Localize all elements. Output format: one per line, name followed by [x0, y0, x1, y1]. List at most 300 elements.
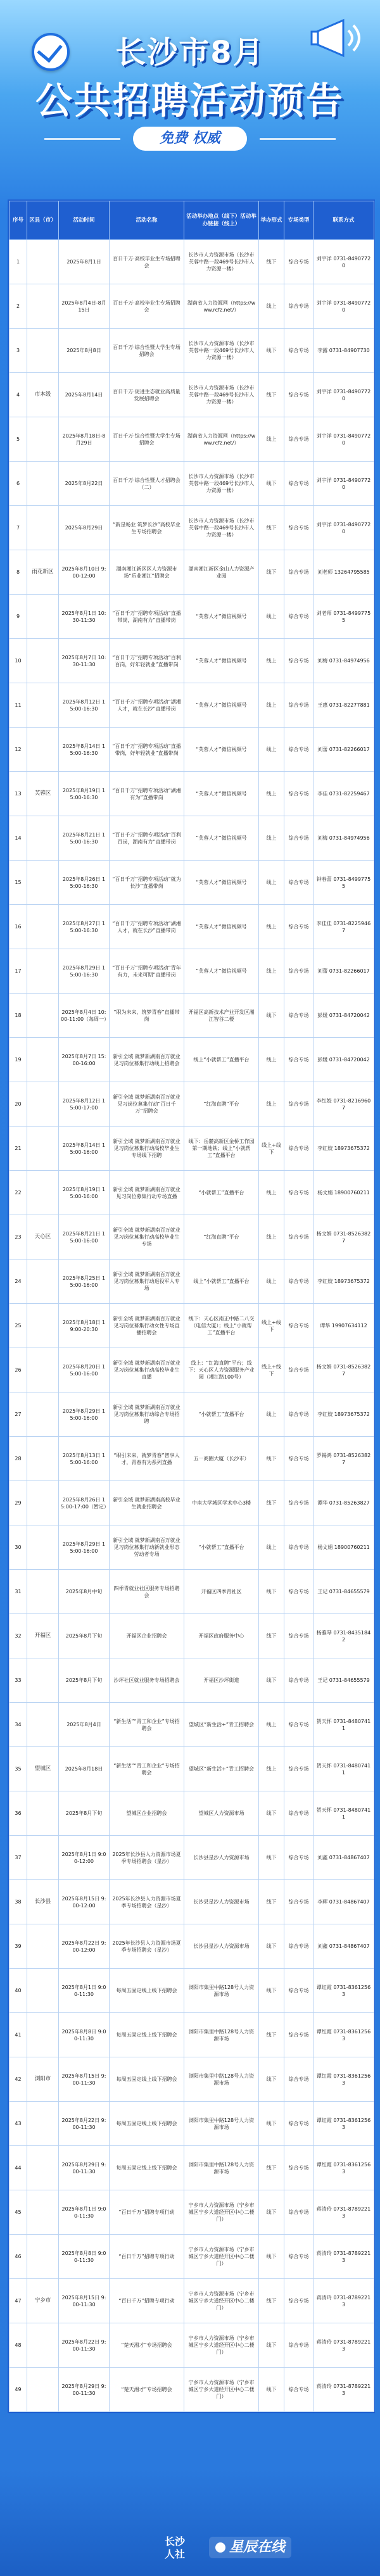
- cell-time: 2025年8月14日 15:00-16:00: [59, 1127, 110, 1171]
- col-header-contact: 联系方式: [314, 201, 374, 240]
- cell-time: 2025年8月21日 15:00-16:30: [59, 816, 110, 861]
- cell-district: [27, 1082, 59, 1127]
- cell-form: 线上: [259, 639, 284, 683]
- cell-type: 综合专场: [284, 816, 314, 861]
- col-header-no: 序号: [10, 201, 27, 240]
- cell-contact: 刘宇洋 0731-84907720: [314, 462, 374, 506]
- cell-type: 综合专场: [284, 994, 314, 1038]
- cell-district: [27, 994, 59, 1038]
- cell-time: 2025年8月1日 9:00-12:00: [59, 1836, 110, 1880]
- table-row: [10, 2057, 374, 2102]
- cell-name: “新生活”“青工和企业”专场招聘会: [110, 1747, 184, 1791]
- cell-name: “职为未来，筑梦青春”直播带岗: [110, 994, 184, 1038]
- table-row: [10, 550, 374, 595]
- cell-name: 新引全域 就梦新湖南高校毕业生就业招聘会: [110, 1481, 184, 1525]
- table-row: [10, 1836, 374, 1880]
- col-header-name: 活动名称: [110, 201, 184, 240]
- cell-name: 每周五固定线上线下招聘会: [110, 2057, 184, 2102]
- cell-contact: 谭红霞 0731-83612563: [314, 2013, 374, 2057]
- cell-form: 线下: [259, 1880, 284, 1924]
- cell-no: 44: [10, 2146, 27, 2190]
- cell-name: 湖南湘江新区区人力资源市场“乐业湘江”招聘会: [110, 550, 184, 595]
- table-row: [10, 816, 374, 861]
- cell-type: 综合专场: [284, 329, 314, 373]
- cell-form: 线上+线下: [259, 1348, 284, 1392]
- cell-time: 2025年8月7日 15:00-16:00: [59, 1038, 110, 1082]
- cell-no: 11: [10, 683, 27, 728]
- cell-venue: 开福区沙坪街道: [184, 1658, 259, 1703]
- cell-type: 综合专场: [284, 1570, 314, 1614]
- xingchen-online-logo: [209, 2537, 291, 2558]
- table-row: [10, 595, 374, 639]
- cell-venue: 开福区政府服务中心: [184, 1614, 259, 1658]
- cell-venue: “芙蓉人才”微信视频号: [184, 949, 259, 994]
- cell-no: 33: [10, 1658, 27, 1703]
- cell-district: [27, 1171, 59, 1215]
- cell-name: 新引全域 就梦新湖南百万就业见习岗位募集行动女性专场直播招聘会: [110, 1304, 184, 1348]
- cell-time: 2025年8月15日 9:00-11:30: [59, 2279, 110, 2323]
- cell-venue: 长沙县星沙人力资源市场: [184, 1924, 259, 1969]
- table-row: [10, 1038, 374, 1082]
- cell-no: 27: [10, 1392, 27, 1437]
- cell-name: 2025年长沙县人力资源市场夏季专场招聘会（星沙）: [110, 1924, 184, 1969]
- cell-time: 2025年8月下旬: [59, 1658, 110, 1703]
- table-row: [10, 240, 374, 284]
- cell-name: “百日千万”招聘专项活动“湖湘人才，就在长沙”直播带岗: [110, 905, 184, 949]
- cell-venue: 宁乡市人力资源市场（宁乡市城区宁乡大道经开区中心二楼门）: [184, 2279, 259, 2323]
- cell-form: 线下: [259, 2279, 284, 2323]
- cell-venue: 线上“小就帮工”直播平台: [184, 1260, 259, 1304]
- cell-time: 2025年8月29日 15:00-16:30: [59, 949, 110, 994]
- table-row: [10, 1880, 374, 1924]
- cell-time: 2025年8月10日 9:00-12:00: [59, 550, 110, 595]
- cell-contact: 李红姣 18973675372: [314, 1127, 374, 1171]
- cell-type: 综合专场: [284, 2057, 314, 2102]
- cell-no: 3: [10, 329, 27, 373]
- table-row: [10, 1703, 374, 1747]
- cell-venue: 望城区“新生活+”青工招聘会: [184, 1703, 259, 1747]
- cell-type: 综合专场: [284, 1304, 314, 1348]
- cell-name: “百日千万”招聘专项行动: [110, 2235, 184, 2279]
- cell-time: 2025年8月15日 9:00-11:30: [59, 2057, 110, 2102]
- cell-name: “新生活”“青工和企业”专场招聘会: [110, 1703, 184, 1747]
- cell-venue: 五一商圈大厦（长沙市）: [184, 1437, 259, 1481]
- cell-type: 综合专场: [284, 1437, 314, 1481]
- cell-venue: “小就帮工”直播平台: [184, 1392, 259, 1437]
- col-header-district: 区县（市）: [27, 201, 59, 240]
- cell-type: 综合专场: [284, 1880, 314, 1924]
- cell-time: 2025年8月22日 9:00-12:00: [59, 1924, 110, 1969]
- cell-time: 2025年8月15日 9:00-12:00: [59, 1880, 110, 1924]
- cell-type: 综合专场: [284, 905, 314, 949]
- cell-type: 综合专场: [284, 1127, 314, 1171]
- footer-logos: [0, 2535, 380, 2563]
- cell-type: 综合专场: [284, 1525, 314, 1570]
- cell-no: 43: [10, 2102, 27, 2146]
- cell-form: 线下: [259, 550, 284, 595]
- changsha-hrss-logo: [165, 2535, 185, 2561]
- table-row: [10, 1127, 374, 1171]
- cell-contact: 蒋清玲 0731-87892213: [314, 2235, 374, 2279]
- cell-contact: 刘鑫 0731-84867407: [314, 1924, 374, 1969]
- cell-district: [27, 683, 59, 728]
- cell-venue: 浏阳市集里中路128号人力资源市场: [184, 2146, 259, 2190]
- cell-contact: 罗锡鸿 0731-85263827: [314, 1437, 374, 1481]
- recruitment-table: [8, 199, 375, 2413]
- cell-type: 综合专场: [284, 1215, 314, 1260]
- cell-form: 线上: [259, 905, 284, 949]
- cell-contact: 李红姣 0731-82169607: [314, 1082, 374, 1127]
- cell-venue: 湖南省人力资源网（https://www.rcfz.net/）: [184, 284, 259, 329]
- cell-form: 线上: [259, 683, 284, 728]
- cell-district: [27, 1658, 59, 1703]
- table-row: [10, 1392, 374, 1437]
- cell-name: 2025年长沙县人力资源市场夏季专场招聘会（星沙）: [110, 1880, 184, 1924]
- cell-name: 新引全域 就梦新湖南百万就业见习岗位募集行动专场直播: [110, 1171, 184, 1215]
- table-row: [10, 1614, 374, 1658]
- cell-name: 新引全域 就梦新湖南百万就业见习岗位募集行动退役军人专场: [110, 1260, 184, 1304]
- decorative-line-left: [44, 138, 120, 140]
- cell-name: “百日千万”招聘专项活动“就为长沙”直播带岗: [110, 861, 184, 905]
- cell-no: 28: [10, 1437, 27, 1481]
- cell-contact: 杨文娟 0731-85263827: [314, 1348, 374, 1392]
- cell-contact: 谭华 0731-85263827: [314, 1481, 374, 1525]
- cell-contact: 谭红霞 0731-83612563: [314, 2102, 374, 2146]
- cell-form: 线上: [259, 1215, 284, 1260]
- cell-name: 百日千万·综合性暨大学生专场招聘会: [110, 329, 184, 373]
- table-row: [10, 861, 374, 905]
- table-header-row: [10, 201, 374, 240]
- table-row: [10, 2146, 374, 2190]
- cell-district: [27, 2368, 59, 2412]
- cell-time: 2025年8月29日 9:00-11:30: [59, 2368, 110, 2412]
- table-row: [10, 1215, 374, 1260]
- cell-name: 新引全域 就梦新湖南百万就业见习岗位募集行动新就业形态劳动者专场: [110, 1525, 184, 1570]
- cell-no: 14: [10, 816, 27, 861]
- cell-district: 市本级: [27, 373, 59, 417]
- cell-venue: 长沙市人力资源市场（长沙市芙蓉中路一段469号长沙市人力资源一楼）: [184, 329, 259, 373]
- cell-venue: “小就帮工”直播平台: [184, 1525, 259, 1570]
- cell-name: “新星畅业 筑梦长沙”高校毕业生专场招聘会: [110, 506, 184, 550]
- cell-form: 线下: [259, 1969, 284, 2013]
- cell-no: 18: [10, 994, 27, 1038]
- cell-form: 线上: [259, 861, 284, 905]
- cell-name: 百日千万·综合性暨大学生专场招聘会: [110, 417, 184, 462]
- cell-venue: “芙蓉人才”微信视频号: [184, 683, 259, 728]
- cell-district: [27, 816, 59, 861]
- cell-name: 每周五固定线上线下招聘会: [110, 1969, 184, 2013]
- cell-time: 2025年8月1日: [59, 240, 110, 284]
- cell-name: “百日千万”招聘专项活动“百利百岗，好年轻就业”直播带岗: [110, 639, 184, 683]
- cell-type: 综合专场: [284, 2102, 314, 2146]
- cell-no: 26: [10, 1348, 27, 1392]
- cell-contact: 王记 0731-84655579: [314, 1658, 374, 1703]
- cell-contact: 刘梅 0731-84974956: [314, 639, 374, 683]
- cell-time: 2025年8月4日 10:00-11:00（每周一）: [59, 994, 110, 1038]
- changsha-hrss-logo-line1: 长沙: [165, 2535, 186, 2548]
- cell-form: 线上: [259, 816, 284, 861]
- cell-no: 6: [10, 462, 27, 506]
- cell-time: 2025年8月1日 10:30-11:30: [59, 595, 110, 639]
- cell-no: 30: [10, 1525, 27, 1570]
- cell-district: [27, 1924, 59, 1969]
- cell-form: 线上: [259, 417, 284, 462]
- poster-title-line2: 公共招聘活动预告: [35, 79, 345, 122]
- cell-name: 百日千万·促进生态就业高质量发展招聘会: [110, 373, 184, 417]
- cell-district: [27, 1304, 59, 1348]
- cell-venue: 浏阳市集里中路128号人力资源市场: [184, 2057, 259, 2102]
- table-row: [10, 1304, 374, 1348]
- cell-type: 综合专场: [284, 1703, 314, 1747]
- cell-venue: 长沙县星沙人力资源市场: [184, 1836, 259, 1880]
- cell-no: 19: [10, 1038, 27, 1082]
- cell-name: “百日千万”招聘专项行动: [110, 2190, 184, 2235]
- cell-name: 新引全域 就梦新湖南百万就业见习岗位募集行动综合专场招聘: [110, 1392, 184, 1437]
- table-row: [10, 994, 374, 1038]
- cell-form: 线下: [259, 1570, 284, 1614]
- cell-district: [27, 1348, 59, 1392]
- table-row: [10, 772, 374, 816]
- table-row: [10, 2279, 374, 2323]
- cell-form: 线下: [259, 2102, 284, 2146]
- table-row: [10, 284, 374, 329]
- cell-contact: 蒋清玲 0731-87892213: [314, 2190, 374, 2235]
- cell-form: 线下: [259, 1836, 284, 1880]
- cell-form: 线上: [259, 1747, 284, 1791]
- cell-name: “楚天湘才”专场招聘会: [110, 2368, 184, 2412]
- cell-type: 综合专场: [284, 373, 314, 417]
- cell-no: 29: [10, 1481, 27, 1525]
- cell-venue: 长沙县星沙人力资源市场: [184, 1880, 259, 1924]
- cell-time: 2025年8月29日 9:00-11:30: [59, 2146, 110, 2190]
- cell-time: 2025年8月8日 9:00-11:30: [59, 2013, 110, 2057]
- cell-form: 线上: [259, 1703, 284, 1747]
- cell-contact: 刘蕾 0731-82266017: [314, 728, 374, 772]
- changsha-hrss-logo-line2: 人社: [165, 2548, 186, 2560]
- cell-name: “百日千万”招聘专项活动“青年有力，未来可期”直播带岗: [110, 949, 184, 994]
- table-row: [10, 1525, 374, 1570]
- cell-no: 4: [10, 373, 27, 417]
- cell-time: 2025年8月27日 15:00-16:30: [59, 905, 110, 949]
- cell-form: 线下: [259, 2235, 284, 2279]
- cell-district: [27, 728, 59, 772]
- cell-form: 线下: [259, 1658, 284, 1703]
- cell-contact: 彭媛 0731-84720042: [314, 994, 374, 1038]
- cell-contact: 蒋清玲 0731-87892213: [314, 2323, 374, 2368]
- cell-contact: 刘鑫 0731-84867407: [314, 1836, 374, 1880]
- cell-district: 芙蓉区: [27, 772, 59, 816]
- cell-name: 新引全域 就梦新湖南百万就业见习岗位募集行动高校毕业生专场: [110, 1215, 184, 1260]
- cell-venue: “芙蓉人才”微信视频号: [184, 728, 259, 772]
- cell-type: 综合专场: [284, 861, 314, 905]
- cell-name: 新引全域 就梦新湖南百万就业见习岗位募集行动高校毕业生直播: [110, 1348, 184, 1392]
- cell-name: 每周五固定线上线下招聘会: [110, 2146, 184, 2190]
- col-header-type: 专场类型: [284, 201, 314, 240]
- cell-time: 2025年8月26日 15:00-17:00（暂定）: [59, 1481, 110, 1525]
- cell-type: 综合专场: [284, 639, 314, 683]
- cell-form: 线下: [259, 994, 284, 1038]
- cell-contact: 李辉 0731-84867407: [314, 1880, 374, 1924]
- cell-contact: 李佳佳 0731-82259467: [314, 905, 374, 949]
- cell-form: 线下: [259, 2368, 284, 2412]
- cell-no: 8: [10, 550, 27, 595]
- cell-form: 线上: [259, 1082, 284, 1127]
- cell-no: 38: [10, 1880, 27, 1924]
- cell-district: 长沙县: [27, 1880, 59, 1924]
- cell-district: [27, 1392, 59, 1437]
- cell-contact: 刘宇洋 0731-84907720: [314, 417, 374, 462]
- cell-no: 7: [10, 506, 27, 550]
- cell-no: 24: [10, 1260, 27, 1304]
- cell-contact: 蒋清玲 0731-87892213: [314, 2279, 374, 2323]
- cell-time: 2025年8月29日 15:00-16:00: [59, 1392, 110, 1437]
- cell-form: 线下: [259, 2057, 284, 2102]
- cell-venue: “芙蓉人才”微信视频号: [184, 772, 259, 816]
- table-row: [10, 949, 374, 994]
- cell-form: 线上: [259, 728, 284, 772]
- cell-no: 22: [10, 1171, 27, 1215]
- cell-district: [27, 2235, 59, 2279]
- cell-contact: 刘宇洋 0731-84907720: [314, 240, 374, 284]
- cell-name: “百日千万”招聘专项活动“湖湘人才，就在长沙”直播带岗: [110, 683, 184, 728]
- cell-type: 综合专场: [284, 2146, 314, 2190]
- cell-no: 31: [10, 1570, 27, 1614]
- table-row: [10, 2013, 374, 2057]
- cell-venue: 浏阳市集里中路128号人力资源市场: [184, 2013, 259, 2057]
- cell-venue: 湖南省人力资源网（https://www.rcfz.net/）: [184, 417, 259, 462]
- cell-form: 线上: [259, 772, 284, 816]
- cell-contact: 谭红霞 0731-83612563: [314, 2146, 374, 2190]
- cell-time: 2025年8月19日 15:00-16:00: [59, 1171, 110, 1215]
- cell-district: 雨花新区: [27, 550, 59, 595]
- cell-name: 每周五固定线上线下招聘会: [110, 2013, 184, 2057]
- cell-form: 线上+线下: [259, 1127, 284, 1171]
- cell-venue: 望城区“新生活+”青工招聘会: [184, 1747, 259, 1791]
- cell-time: 2025年8月中旬: [59, 1570, 110, 1614]
- table-row: [10, 905, 374, 949]
- cell-form: 线下: [259, 2190, 284, 2235]
- table-row: [10, 1658, 374, 1703]
- cell-no: 39: [10, 1924, 27, 1969]
- cell-name: 百日千万·综合性暨人才招聘会（二）: [110, 462, 184, 506]
- cell-name: 2025年长沙县人力资源市场夏季专场招聘会（星沙）: [110, 1836, 184, 1880]
- cell-name: “百日千万”招聘专项活动“百利百岗，湖南有力”直播带岗: [110, 816, 184, 861]
- cell-name: 新引全域 就梦新湖南百万就业见习岗位募集行动线上招聘会: [110, 1038, 184, 1082]
- cell-district: [27, 1038, 59, 1082]
- cell-district: [27, 905, 59, 949]
- cell-type: 综合专场: [284, 1747, 314, 1791]
- cell-district: [27, 506, 59, 550]
- cell-time: 2025年8月29日: [59, 506, 110, 550]
- table-row: [10, 1437, 374, 1481]
- free-authoritative-badge: 免费 权威: [133, 127, 247, 151]
- table-row: [10, 2190, 374, 2235]
- cell-type: 综合专场: [284, 1481, 314, 1525]
- cell-type: 综合专场: [284, 506, 314, 550]
- cell-venue: “红海直聘”平台: [184, 1215, 259, 1260]
- cell-contact: 刘老师 13264795585: [314, 550, 374, 595]
- table-row: [10, 728, 374, 772]
- cell-district: [27, 417, 59, 462]
- cell-type: 综合专场: [284, 2368, 314, 2412]
- table-row: [10, 1924, 374, 1969]
- cell-district: [27, 861, 59, 905]
- cell-district: [27, 462, 59, 506]
- cell-time: 2025年8月22日 9:00-11:30: [59, 2323, 110, 2368]
- cell-district: [27, 1570, 59, 1614]
- cell-name: 百日千万·高校毕业生专场招聘会: [110, 240, 184, 284]
- table-row: [10, 462, 374, 506]
- cell-contact: 李红姣 18973675372: [314, 1392, 374, 1437]
- cell-name: “职引未来，就梦青春”智享人才，青春有为系列直播: [110, 1437, 184, 1481]
- cell-type: 综合专场: [284, 1082, 314, 1127]
- cell-contact: 李佳 0731-82259467: [314, 772, 374, 816]
- cell-no: 40: [10, 1969, 27, 2013]
- decorative-line-right: [260, 138, 336, 140]
- cell-time: 2025年8月8日: [59, 329, 110, 373]
- table-row: [10, 1481, 374, 1525]
- cell-contact: 刘老师 0731-84997755: [314, 595, 374, 639]
- cell-district: [27, 2190, 59, 2235]
- cell-venue: 长沙市人力资源市场（长沙市芙蓉中路一段469号长沙市人力资源一楼）: [184, 506, 259, 550]
- cell-type: 综合专场: [284, 1658, 314, 1703]
- cell-no: 47: [10, 2279, 27, 2323]
- cell-time: 2025年8月下旬: [59, 1614, 110, 1658]
- cell-time: 2025年8月12日 15:00-16:30: [59, 683, 110, 728]
- cell-venue: 开福区高新技术产业开发区湘江智谷二楼: [184, 994, 259, 1038]
- poster-header: [0, 0, 380, 199]
- cell-name: 每周五固定线上线下招聘会: [110, 2102, 184, 2146]
- cell-district: [27, 284, 59, 329]
- cell-name: 四季青就业社区服务专场招聘会: [110, 1570, 184, 1614]
- cell-contact: 刘梅 0731-84974956: [314, 816, 374, 861]
- cell-venue: 宁乡市人力资源市场（宁乡市城区宁乡大道经开区中心二楼门）: [184, 2235, 259, 2279]
- cell-time: 2025年8月19日 15:00-16:30: [59, 772, 110, 816]
- cell-type: 综合专场: [284, 1791, 314, 1836]
- cell-form: 线下: [259, 1924, 284, 1969]
- table-row: [10, 1348, 374, 1392]
- cell-type: 综合专场: [284, 1171, 314, 1215]
- cell-venue: 长沙市人力资源市场（长沙市芙蓉中路一段469号长沙市人力资源一楼）: [184, 373, 259, 417]
- cell-no: 16: [10, 905, 27, 949]
- cell-district: [27, 1127, 59, 1171]
- cell-district: [27, 595, 59, 639]
- cell-district: [27, 2146, 59, 2190]
- cell-time: 2025年8月4日: [59, 1703, 110, 1747]
- cell-form: 线上: [259, 949, 284, 994]
- cell-type: 综合专场: [284, 2235, 314, 2279]
- cell-no: 46: [10, 2235, 27, 2279]
- cell-time: 2025年8月18日 19:00-20:30: [59, 1304, 110, 1348]
- cell-no: 12: [10, 728, 27, 772]
- table-row: [10, 2102, 374, 2146]
- table-row: [10, 373, 374, 417]
- cell-contact: 贺天怀 0731-84807411: [314, 1747, 374, 1791]
- cell-district: [27, 2102, 59, 2146]
- cell-type: 综合专场: [284, 595, 314, 639]
- cell-no: 23: [10, 1215, 27, 1260]
- cell-venue: “小就帮工”直播平台: [184, 1171, 259, 1215]
- cell-no: 15: [10, 861, 27, 905]
- cell-time: 2025年8月21日 15:00-16:00: [59, 1215, 110, 1260]
- table-row: [10, 1969, 374, 2013]
- cell-no: 2: [10, 284, 27, 329]
- cell-form: 线下: [259, 506, 284, 550]
- cell-no: 35: [10, 1747, 27, 1791]
- cell-type: 综合专场: [284, 2190, 314, 2235]
- cell-district: [27, 949, 59, 994]
- cell-no: 32: [10, 1614, 27, 1658]
